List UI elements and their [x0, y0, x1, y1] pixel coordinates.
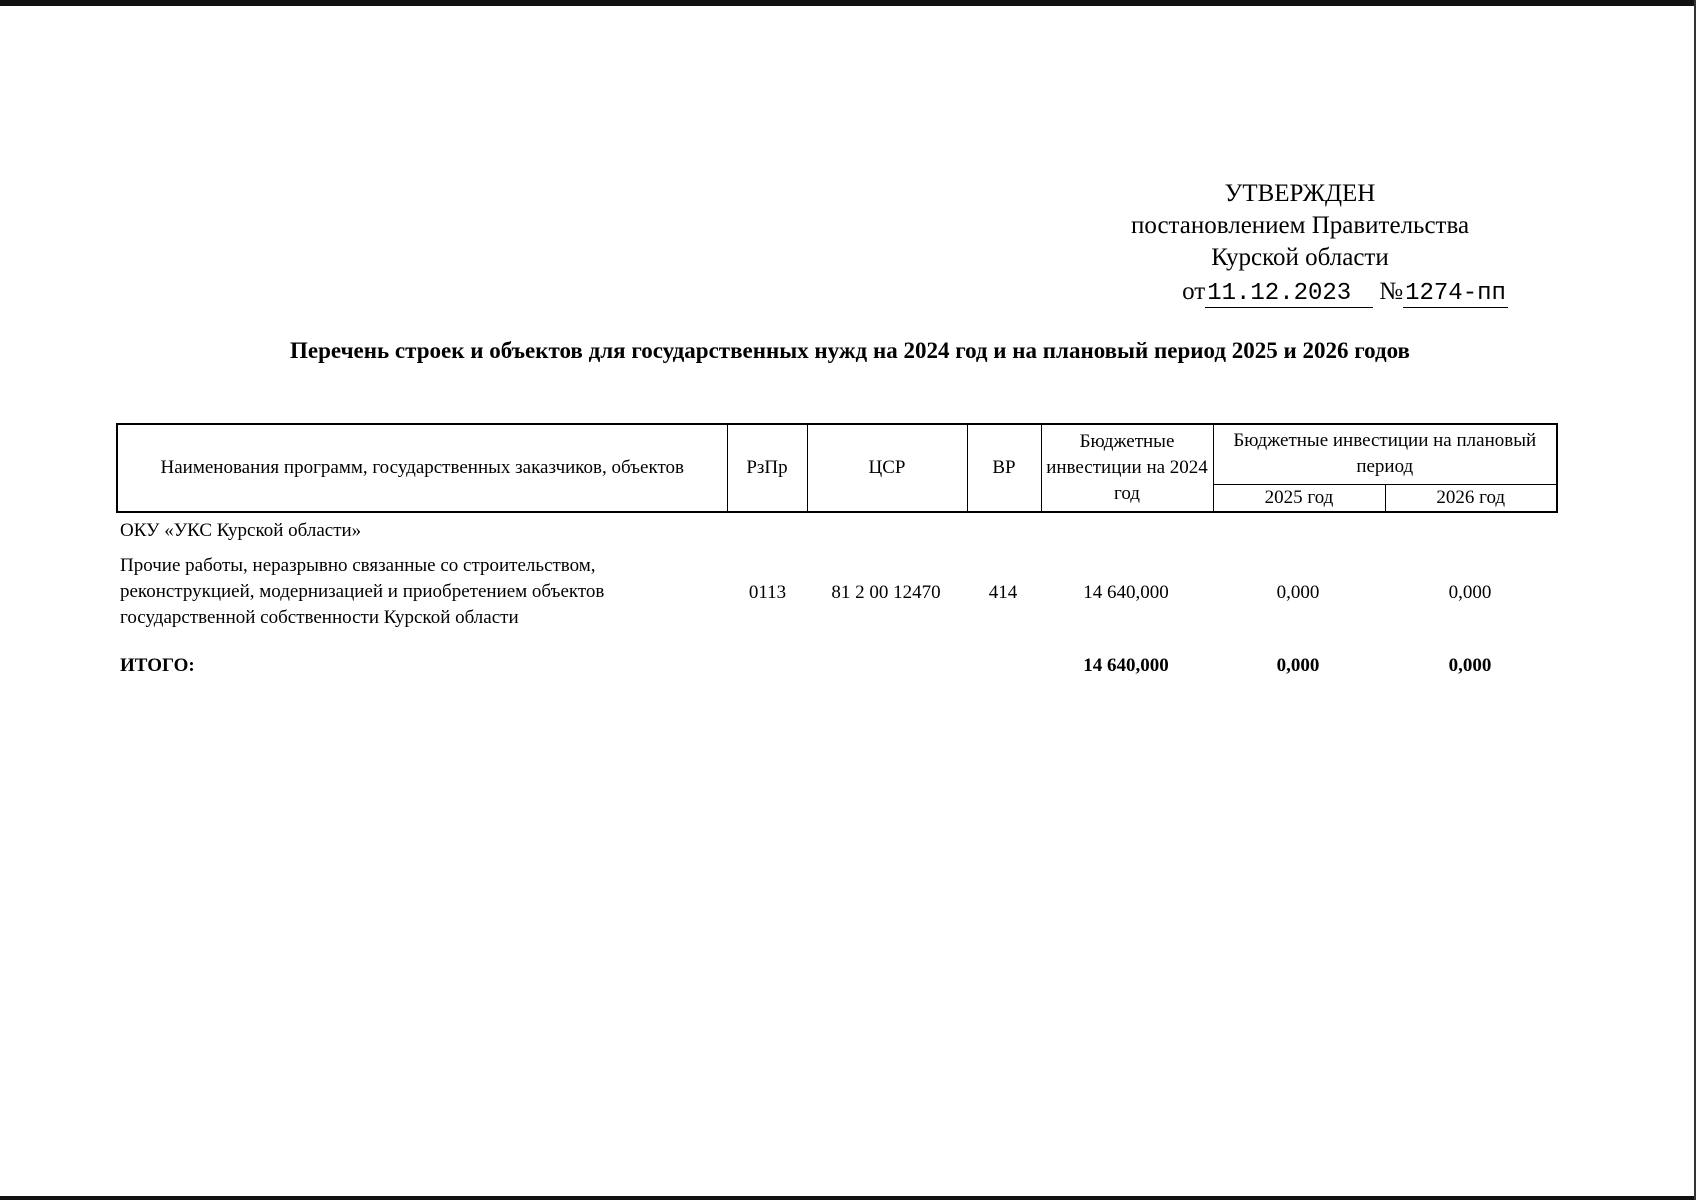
approval-line2: Курской области	[1211, 244, 1389, 271]
document-title: Перечень строек и объектов для государственных нужд на 2024 год и на плановый период 2025 и 2026 годов	[290, 338, 1410, 363]
total-label: ИТОГО:	[120, 655, 195, 676]
total-budget-2025: 0,000	[1276, 655, 1320, 676]
header-csr: ЦСР	[807, 424, 967, 512]
row-csr: 81 2 00 12470	[831, 582, 941, 603]
date-prefix: от	[1182, 278, 1206, 305]
table-header	[116, 423, 1558, 513]
header-invest-current: Бюджетные инвестиции на 2024 год	[1041, 424, 1213, 512]
row-budget-2025: 0,000	[1276, 582, 1320, 603]
total-budget-2026: 0,000	[1448, 655, 1492, 676]
approval-date-line	[1145, 276, 1545, 310]
row-budget-2026: 0,000	[1448, 582, 1492, 603]
approval-line1: постановлением Правительства	[1130, 212, 1470, 239]
scan-border-bottom	[0, 1196, 1696, 1200]
approval-number: 1274-пп	[1405, 280, 1506, 307]
scan-border-top	[0, 0, 1696, 6]
header-year-2025: 2025 год	[1213, 484, 1385, 512]
header-vr: ВР	[967, 424, 1041, 512]
total-budget-2024: 14 640,000	[1083, 655, 1169, 676]
row-name: Прочие работы, неразрывно связанные со строительством, реконструкцией, модернизацией и приобретением объектов государственной собственности Курской области	[120, 555, 605, 628]
header-year-2026: 2026 год	[1385, 484, 1557, 512]
number-prefix: №	[1379, 278, 1404, 305]
org-name: ОКУ «УКС Курской области»	[120, 520, 362, 541]
approval-heading: УТВЕРЖДЕН	[1224, 180, 1376, 207]
header-rzpr: РзПр	[727, 424, 807, 512]
row-budget-2024: 14 640,000	[1083, 582, 1169, 603]
row-rzpr: 0113	[748, 582, 787, 603]
header-name: Наименования программ, государственных заказчиков, объектов	[117, 424, 727, 512]
approval-block	[1100, 178, 1506, 310]
header-invest-planned: Бюджетные инвестиции на плановый период	[1213, 424, 1557, 484]
row-vr: 414	[988, 582, 1018, 603]
approval-date: 11.12.2023	[1205, 280, 1373, 308]
